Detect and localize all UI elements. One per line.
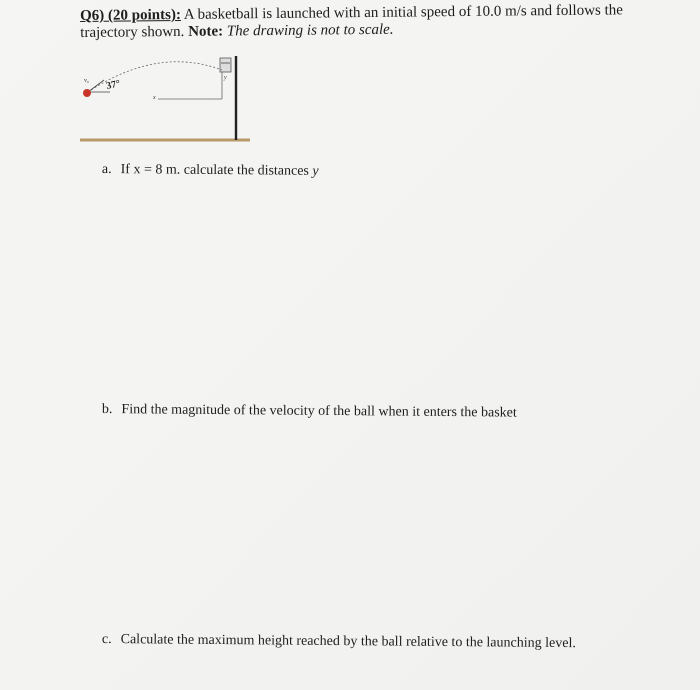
question-text: A basketball is launched with an initial speed of 10.0 m/s and follows the trajectory shown.	[80, 2, 624, 41]
part-b-marker: b.	[101, 402, 113, 418]
angle-label: 37°	[105, 78, 122, 92]
part-c	[102, 632, 576, 652]
v0-label: v₀	[84, 78, 90, 84]
note-text: The drawing is not to scale.	[226, 21, 394, 40]
part-a-variable: y	[312, 163, 319, 179]
x-label: x	[153, 95, 156, 101]
part-a	[102, 162, 319, 180]
part-c-text: Calculate the maximum height reached by the ball relative to the launching level.	[120, 632, 576, 652]
y-label: y	[224, 75, 227, 81]
trajectory-diagram	[78, 52, 258, 152]
launch-angle-line	[88, 80, 104, 92]
note-label: Note:	[188, 23, 224, 40]
question-header	[80, 2, 680, 42]
part-a-marker: a.	[101, 162, 112, 178]
basketball	[83, 89, 91, 97]
part-b-text: Find the magnitude of the velocity of the ball when it enters the basket	[121, 402, 517, 421]
question-number: Q6) (20 points):	[80, 6, 182, 24]
part-c-marker: c.	[101, 632, 112, 648]
part-b	[102, 402, 517, 422]
part-a-text: If x = 8 m. calculate the distances	[120, 162, 309, 179]
